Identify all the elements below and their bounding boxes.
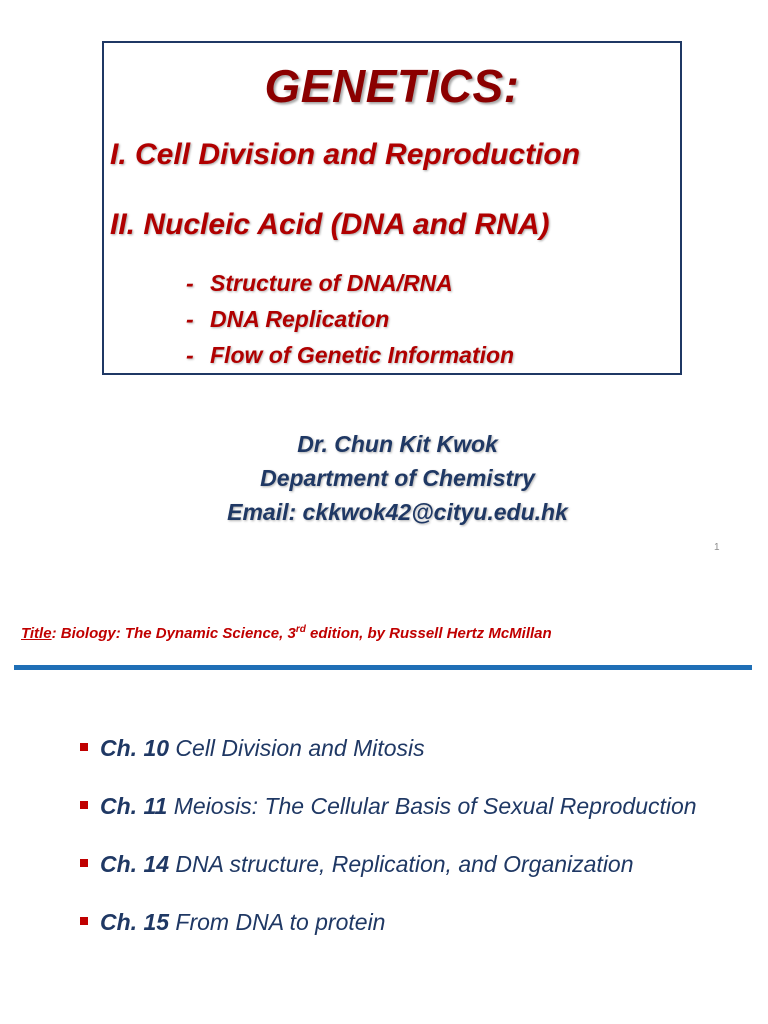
author-block [0, 427, 768, 529]
subtopic-label: Flow of Genetic Information [210, 342, 515, 368]
chapter-item [78, 847, 718, 881]
header-divider [14, 665, 752, 670]
chapter-title: DNA structure, Replication, and Organization [175, 851, 634, 877]
chapter-number: Ch. 14 [100, 851, 170, 877]
title-box [102, 41, 682, 375]
subtopic-label: Structure of DNA/RNA [210, 270, 453, 296]
dash-marker: - [186, 306, 194, 332]
chapter-item [78, 789, 718, 823]
author-department: Department of Chemistry [260, 465, 535, 491]
chapter-number: Ch. 15 [100, 909, 170, 935]
slide-2 [0, 596, 768, 1024]
square-bullet-icon [80, 801, 88, 809]
textbook-title-label: Title [21, 625, 52, 642]
chapter-number: Ch. 11 [100, 793, 168, 819]
chapter-title: From DNA to protein [175, 909, 386, 935]
chapter-item [78, 731, 718, 765]
subtopic-item [186, 337, 514, 373]
subtopic-item [186, 265, 514, 301]
author-name: Dr. Chun Kit Kwok [297, 431, 498, 457]
slide-number: 1 [714, 542, 720, 553]
subtopic-item [186, 301, 514, 337]
chapter-item [78, 905, 718, 939]
square-bullet-icon [80, 743, 88, 751]
chapter-title: Cell Division and Mitosis [175, 735, 425, 761]
chapter-title: Meiosis: The Cellular Basis of Sexual Reproduction [173, 793, 697, 819]
square-bullet-icon [80, 917, 88, 925]
textbook-title-text: : Biology: The Dynamic Science, 3 [51, 625, 296, 642]
textbook-title [21, 624, 552, 642]
edition-superscript: rd [295, 624, 306, 635]
author-email[interactable]: Email: ckkwok42@cityu.edu.hk [227, 499, 568, 525]
section-cell-division: I. Cell Division and Reproduction [110, 138, 581, 171]
subtopic-label: DNA Replication [210, 306, 390, 332]
textbook-title-rest: edition, by Russell Hertz McMillan [305, 625, 552, 642]
dash-marker: - [186, 270, 194, 296]
chapter-number: Ch. 10 [100, 735, 170, 761]
section-nucleic-acid: II. Nucleic Acid (DNA and RNA) [110, 208, 550, 241]
main-title: GENETICS: [264, 60, 520, 112]
nucleic-acid-subtopics [186, 265, 514, 373]
dash-marker: - [186, 342, 194, 368]
square-bullet-icon [80, 859, 88, 867]
chapter-list [78, 731, 718, 963]
